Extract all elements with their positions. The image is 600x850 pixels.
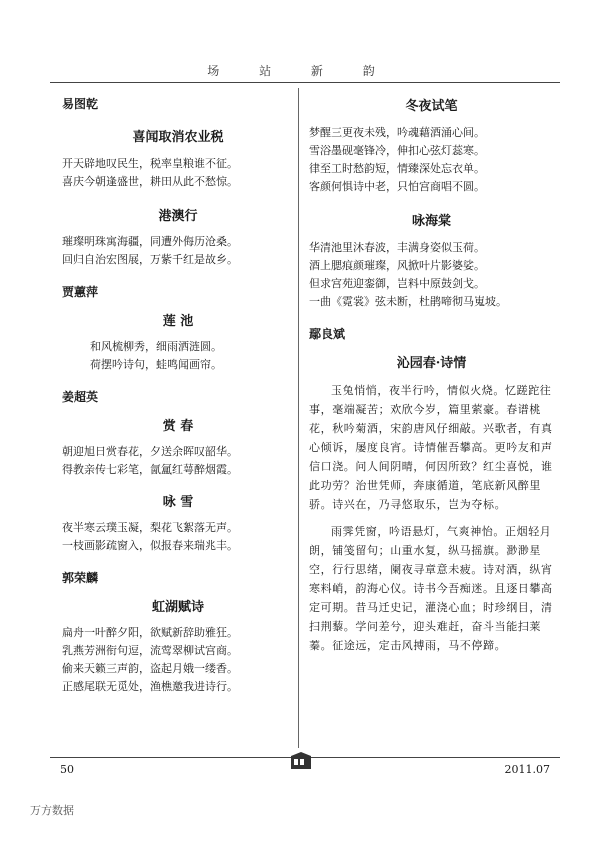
poem-line: 梦醒三更夜未残，吟魂藉酒涌心间。 <box>309 126 485 139</box>
poem-line: 喜庆今朝逢盛世，耕田从此不愁惊。 <box>62 175 238 188</box>
author-jia-huiping: 贾蕙萍 <box>62 285 99 299</box>
author-yan-liangbin: 鄢良斌 <box>309 327 346 341</box>
poem-title: 咏 雪 <box>162 495 194 510</box>
poem-line: 华清池里沐春波，丰满身姿似玉荷。 <box>309 241 485 254</box>
right-column <box>309 95 554 655</box>
poem-line: 朝迎旭日赏春花，夕送余晖叹韶华。 <box>62 445 238 458</box>
poem-line: 开天辟地叹民生，税率皇粮谁不征。 <box>62 157 238 170</box>
poem-line: 正感尾联无觅处，渔樵邀我进诗行。 <box>62 680 238 693</box>
poem-title: 赏 春 <box>162 419 194 434</box>
poem-line: 一枝画影疏窗入，似报春来瑞兆丰。 <box>62 539 238 552</box>
author-jiang-chaoying: 姜超英 <box>62 390 99 404</box>
header-rule <box>50 82 560 83</box>
poem-title: 沁园春·诗情 <box>396 356 467 371</box>
author-guo-ronglin: 郭荣麟 <box>62 571 99 585</box>
poem-line: 偷来天籁三声韵，盗起月娥一缕香。 <box>62 662 238 675</box>
poem-line: 夜半寒云璞玉凝，梨花飞絮落无声。 <box>62 521 238 534</box>
poem-paragraph: 雨霁凭窗，吟语悬灯，气爽神怡。正烟轻月朗，铺笺留句；山重水复，纵马摇旗。渺渺星空，行行思绪，阑夜寻章意未疲。诗对酒，纵宵寒料峭，韵海心仪。诗书今吾痴迷。且逐日攀高定可期。昔马迁史记，灌浇心血；时珍纲目，清扫荆藜。学问差兮，迎头难赶，奋斗当能扫莱蓁。征途远，定击风搏雨，马不停蹄。 <box>309 525 553 652</box>
poem-title: 冬夜试笔 <box>405 99 458 114</box>
poem-paragraph: 玉兔悄悄，夜半行吟，情似火烧。忆蹉跎往事，毫端凝苦；欢欣今岁，篇里萦豪。春谱桃花，秋吟菊酒，宋韵唐风仔细敲。兴歌者，有真心倾诉，屡度良宵。诗情催吾攀高。更吟友和声信口浇。问人间阴晴，何因所致？红尘喜悦，谁此功劳？治世凭师，奔康循道，笔底新风醉里骄。诗兴在，乃寻悠取乐，岂为夺标。 <box>309 384 553 511</box>
watermark-text: 万方数据 <box>30 804 74 817</box>
poem-line: 酒上腮痕颜璀璨，风掀叶片影婆娑。 <box>309 259 485 272</box>
poem-line: 扁舟一叶醉夕阳，欲赋新辞助雅狂。 <box>62 626 238 639</box>
page-number: 50 <box>60 763 74 776</box>
poem-title: 咏海棠 <box>411 214 451 229</box>
poem-line: 一曲《霓裳》弦未断，杜鹃啼彻马嵬坡。 <box>309 295 507 308</box>
journal-header-title: 场 站 新 韵 <box>207 64 393 78</box>
column-divider <box>298 88 299 748</box>
poem-line: 璀璨明珠寓海疆，同遭外侮历沧桑。 <box>62 235 238 248</box>
poem-title: 港澳行 <box>158 209 198 224</box>
poem-title: 虹湖赋诗 <box>151 600 204 615</box>
author-yi-tuqian: 易图乾 <box>62 97 99 111</box>
poem-line: 律至工时愁韵短，情臻深处忘衣单。 <box>309 162 485 175</box>
poem-line: 客颜何惧诗中老，只怕宫商唱不圆。 <box>309 180 485 193</box>
poem-title: 喜闻取消农业税 <box>132 130 224 145</box>
poem-line: 和风梳柳秀，细雨洒涟圆。 <box>90 340 222 353</box>
poem-line: 荷摆吟诗句，蛙鸣闻画帘。 <box>90 358 222 371</box>
poem-line: 得教亲传七彩笔，氤氲红萼醉烟霞。 <box>62 463 238 476</box>
poem-line: 乳燕芳洲衔句逗，流莺翠柳试宫商。 <box>62 644 238 657</box>
poem-line: 雪浴墨砚毫锋冷，伸扣心弦灯蕊寒。 <box>309 144 485 157</box>
poem-line: 回归自治宏图展，万紫千红是故乡。 <box>62 253 238 266</box>
journal-logo-icon <box>290 752 312 770</box>
poem-title: 莲 池 <box>162 314 194 329</box>
left-column <box>62 95 294 696</box>
issue-date: 2011.07 <box>504 763 550 776</box>
poem-line: 但求宫苑迎銮御，岂料中原鼓剑戈。 <box>309 277 485 290</box>
